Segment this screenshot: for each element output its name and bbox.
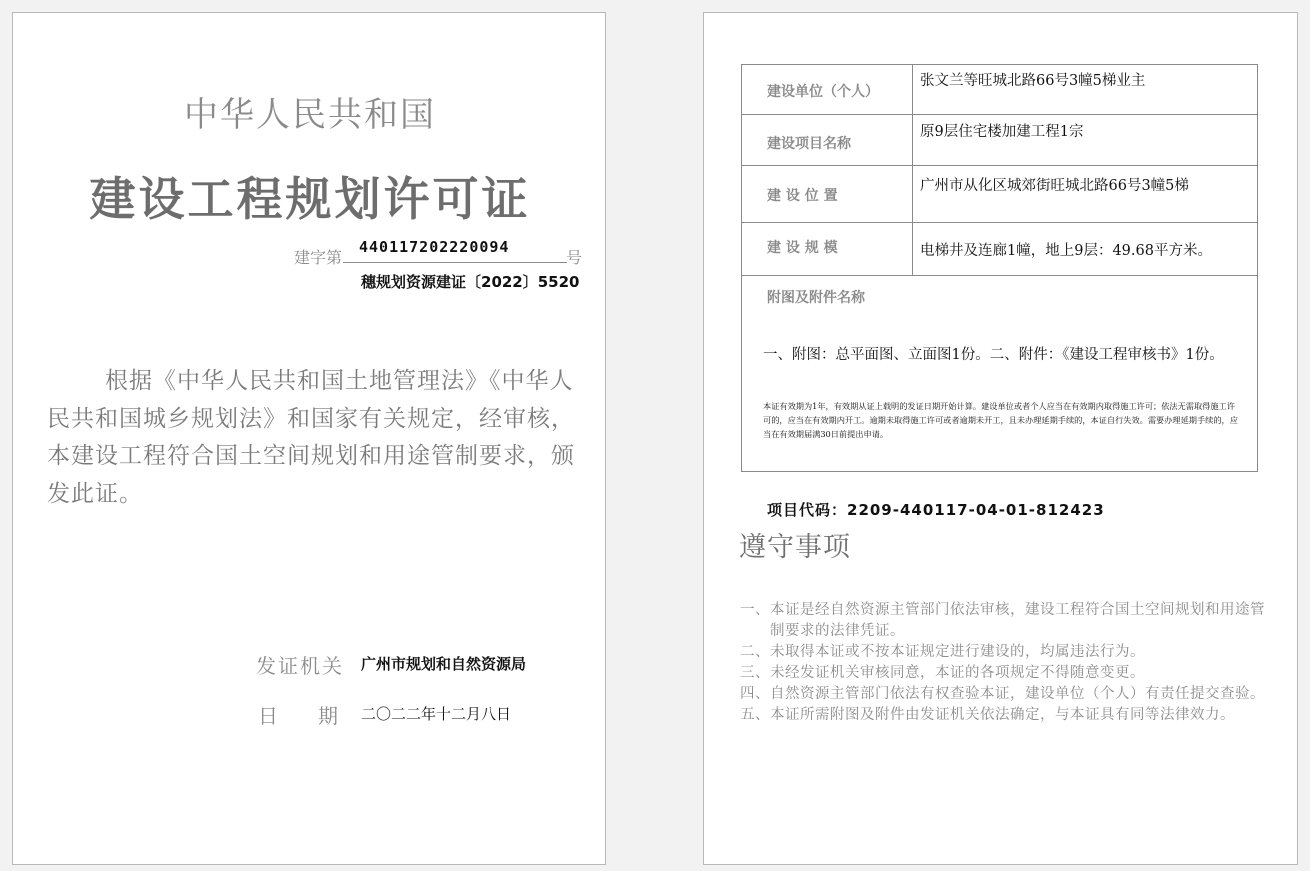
certificate-cover-page bbox=[12, 12, 606, 865]
rule-number: 四、 bbox=[740, 686, 770, 702]
number-prefix: 建字第 bbox=[294, 248, 343, 267]
rule-text: 本证是经自然资源主管部门依法审核，建设工程符合国土空间规划和用途管制要求的法律凭证。 bbox=[770, 602, 1265, 639]
row-value-project-name: 原9层住宅楼加建工程1宗 bbox=[920, 124, 1084, 140]
row-label-location: 建 设 位 置 bbox=[767, 188, 838, 204]
table-divider bbox=[742, 222, 1257, 223]
certificate-detail-page bbox=[703, 12, 1298, 865]
project-info-table bbox=[741, 64, 1258, 472]
issuer-label: 发证机关 bbox=[256, 654, 344, 678]
rule-number: 一、 bbox=[740, 602, 770, 618]
rules-title: 遵守事项 bbox=[739, 532, 851, 563]
row-label-builder: 建设单位（个人） bbox=[767, 84, 879, 100]
rule-number: 五、 bbox=[740, 707, 770, 723]
rule-text: 自然资源主管部门依法有权查验本证，建设单位（个人）有责任提交查验。 bbox=[770, 686, 1265, 702]
project-code: 项目代码：2209-440117-04-01-812423 bbox=[767, 501, 1105, 519]
table-divider bbox=[742, 114, 1257, 115]
row-value-scale: 电梯井及连廊1幢，地上9层：49.68平方米。 bbox=[920, 243, 1212, 259]
row-label-scale: 建 设 规 模 bbox=[767, 240, 838, 256]
table-divider bbox=[742, 275, 1257, 276]
validity-note: 本证有效期为1年，有效期从证上载明的发证日期开始计算。建设单位或者个人应当在有效期内取得施工许可；依法无需取得施工许可的，应当在有效期内开工。逾期未取得施工许可或者逾期未开工，且未办理延期手续的，本证自行失效。需要办理延期手续的，应当在有效期届满30日前提出申请。 bbox=[763, 401, 1238, 439]
rule-number: 三、 bbox=[740, 665, 770, 681]
date-label-period: 期 bbox=[318, 704, 338, 728]
rule-item bbox=[740, 642, 1272, 663]
attachments-label: 附图及附件名称 bbox=[767, 290, 865, 306]
issue-date: 二〇二二年十二月八日 bbox=[361, 705, 512, 723]
certificate-stamp-code: 穗规划资源建证〔2022〕5520 bbox=[361, 273, 580, 291]
date-label-day: 日 bbox=[258, 704, 278, 728]
certificate-title: 建设工程规划许可证 bbox=[89, 172, 531, 226]
rule-text: 未经发证机关审核同意，本证的各项规定不得随意变更。 bbox=[770, 665, 1145, 681]
table-column-divider bbox=[912, 65, 913, 275]
row-value-location: 广州市从化区城郊街旺城北路66号3幢5梯 bbox=[920, 178, 1189, 194]
row-value-builder: 张文兰等旺城北路66号3幢5梯业主 bbox=[920, 73, 1146, 89]
country-name: 中华人民共和国 bbox=[184, 95, 436, 135]
rules-list bbox=[740, 600, 1272, 726]
rule-item bbox=[740, 684, 1272, 705]
attachments-content: 一、附图：总平面图、立面图1份。二、附件：《建设工程审核书》1份。 bbox=[763, 347, 1224, 363]
number-underline bbox=[343, 262, 567, 263]
rule-number: 二、 bbox=[740, 644, 770, 660]
number-suffix: 号 bbox=[566, 248, 583, 267]
rule-text: 未取得本证或不按本证规定进行建设的，均属违法行为。 bbox=[770, 644, 1145, 660]
row-label-project-name: 建设项目名称 bbox=[767, 136, 851, 152]
declaration-text: 根据《中华人民共和国土地管理法》《中华人民共和国城乡规划法》和国家有关规定，经审核，本建设工程符合国土空间规划和用途管制要求，颁发此证。 bbox=[47, 368, 575, 507]
table-divider bbox=[742, 165, 1257, 166]
rule-item bbox=[740, 705, 1272, 726]
rule-item bbox=[740, 600, 1272, 642]
rule-item bbox=[740, 663, 1272, 684]
issuer-value: 广州市规划和自然资源局 bbox=[361, 655, 527, 673]
certificate-number: 440117202220094 bbox=[359, 238, 510, 256]
rule-text: 本证所需附图及附件由发证机关依法确定，与本证具有同等法律效力。 bbox=[770, 707, 1235, 723]
